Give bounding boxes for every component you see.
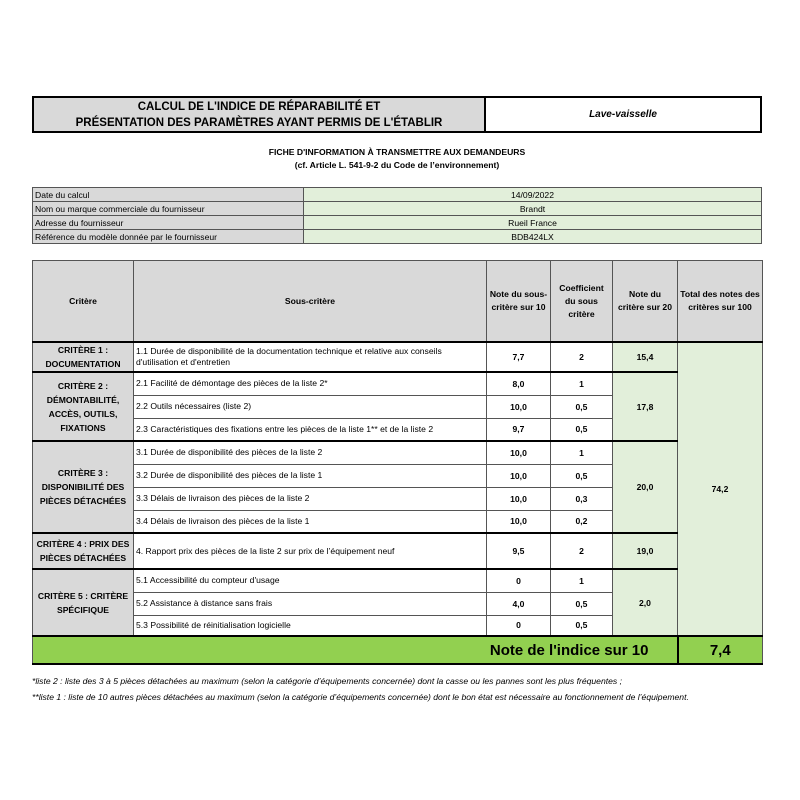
subcriterion-note: 8,0: [487, 372, 551, 395]
criterion-4: CRITÈRE 4 : PRIX DES PIÈCES DÉTACHÉES: [33, 533, 134, 569]
subcriterion-label: 2.1 Facilité de démontage des pièces de la liste 2*: [134, 372, 487, 395]
subcriterion-note: 4,0: [487, 592, 551, 615]
table-row: [33, 441, 763, 464]
info-label: Date du calcul: [33, 188, 304, 202]
subcriterion-note: 9,7: [487, 418, 551, 441]
info-row: [33, 216, 762, 230]
final-score-label: Note de l'indice sur 10: [33, 636, 678, 664]
subcriterion-note: 9,5: [487, 533, 551, 569]
subcriterion-coef: 0,5: [551, 418, 613, 441]
criterion-1: CRITÈRE 1 : DOCUMENTATION: [33, 342, 134, 372]
info-label: Référence du modèle donnée par le fournisseur: [33, 230, 304, 244]
col-note20: Note du critère sur 20: [613, 261, 678, 343]
subcriterion-note: 10,0: [487, 464, 551, 487]
final-score-value: 7,4: [678, 636, 763, 664]
table-row: [33, 372, 763, 395]
subcriterion-label: 3.2 Durée de disponibilité des pièces de la liste 1: [134, 464, 487, 487]
subcriterion-coef: 0,2: [551, 510, 613, 533]
form-subtitle: [32, 146, 762, 172]
info-row: [33, 188, 762, 202]
subcriterion-label: 2.2 Outils nécessaires (liste 2): [134, 395, 487, 418]
info-value: BDB424LX: [304, 230, 762, 244]
info-label: Adresse du fournisseur: [33, 216, 304, 230]
info-value: Brandt: [304, 202, 762, 216]
report-title: [32, 96, 486, 133]
criterion-5: CRITÈRE 5 : CRITÈRE SPÉCIFIQUE: [33, 569, 134, 636]
subcriterion-note: 10,0: [487, 510, 551, 533]
criterion-3: CRITÈRE 3 : DISPONIBILITÉ DES PIÈCES DÉTACHÉES: [33, 441, 134, 533]
total-score: 74,2: [678, 342, 763, 636]
subcriterion-note: 0: [487, 615, 551, 636]
table-row: [33, 569, 763, 592]
criterion-score: 2,0: [613, 569, 678, 636]
footnote-list2: *liste 2 : liste des 3 à 5 pièces détachées au maximum (selon la catégorie d’équipements concernée) dont la casse ou les pannes sont les plus fréquentes ;: [32, 676, 622, 686]
subcriterion-label: 1.1 Durée de disponibilité de la documentation technique et relative aux conseils d'utilisation et d'entretien: [134, 342, 487, 372]
col-coef: Coefficient du sous critère: [551, 261, 613, 343]
subcriterion-coef: 1: [551, 372, 613, 395]
subcriterion-label: 5.3 Possibilité de réinitialisation logicielle: [134, 615, 487, 636]
col-subcriterion: Sous-critère: [134, 261, 487, 343]
subcriterion-coef: 0,3: [551, 487, 613, 510]
table-header-row: [33, 261, 763, 343]
criterion-score: 19,0: [613, 533, 678, 569]
criterion-score: 15,4: [613, 342, 678, 372]
subcriterion-coef: 0,5: [551, 464, 613, 487]
col-criterion: Critère: [33, 261, 134, 343]
criterion-2: CRITÈRE 2 : DÉMONTABILITÉ, ACCÈS, OUTILS, FIXATIONS: [33, 372, 134, 441]
subcriterion-note: 7,7: [487, 342, 551, 372]
criterion-score: 17,8: [613, 372, 678, 441]
info-value: Rueil France: [304, 216, 762, 230]
subcriterion-coef: 2: [551, 533, 613, 569]
subcriterion-note: 10,0: [487, 441, 551, 464]
subcriterion-label: 2.3 Caractéristiques des fixations entre les pièces de la liste 1** et de la liste 2: [134, 418, 487, 441]
final-score-row: [33, 636, 763, 664]
subcriterion-coef: 0,5: [551, 615, 613, 636]
report-title-line1: CALCUL DE L'INDICE DE RÉPARABILITÉ ET: [137, 100, 381, 113]
subcriterion-label: 5.1 Accessibilité du compteur d'usage: [134, 569, 487, 592]
subcriterion-label: 3.4 Délais de livraison des pièces de la liste 1: [134, 510, 487, 533]
subtitle-line2: (cf. Article L. 541-9-2 du Code de l’environnement): [294, 160, 500, 170]
supplier-info-table: [32, 187, 762, 244]
footnote-list1: **liste 1 : liste de 10 autres pièces détachées au maximum (selon la catégorie d’équipements concernée) dont le bon état est nécessaire au fonctionnement de l’équipement.: [32, 692, 689, 702]
subcriterion-coef: 0,5: [551, 592, 613, 615]
subcriterion-coef: 2: [551, 342, 613, 372]
col-total: Total des notes des critères sur 100: [678, 261, 763, 343]
col-note10: Note du sous-critère sur 10: [487, 261, 551, 343]
info-value: 14/09/2022: [304, 188, 762, 202]
criterion-score: 20,0: [613, 441, 678, 533]
footnotes: [32, 673, 762, 705]
subtitle-line1: FICHE D'INFORMATION À TRANSMETTRE AUX DEMANDEURS: [268, 147, 526, 157]
table-row: [33, 533, 763, 569]
subcriterion-label: 5.2 Assistance à distance sans frais: [134, 592, 487, 615]
subcriterion-note: 10,0: [487, 395, 551, 418]
table-row: [33, 342, 763, 372]
subcriterion-coef: 1: [551, 441, 613, 464]
info-label: Nom ou marque commerciale du fournisseur: [33, 202, 304, 216]
info-row: [33, 202, 762, 216]
subcriterion-note: 10,0: [487, 487, 551, 510]
subcriterion-coef: 0,5: [551, 395, 613, 418]
repairability-table: [32, 260, 763, 665]
subcriterion-label: 4. Rapport prix des pièces de la liste 2 sur prix de l’équipement neuf: [134, 533, 487, 569]
info-row: [33, 230, 762, 244]
subcriterion-label: 3.1 Durée de disponibilité des pièces de la liste 2: [134, 441, 487, 464]
subcriterion-coef: 1: [551, 569, 613, 592]
subcriterion-label: 3.3 Délais de livraison des pièces de la liste 2: [134, 487, 487, 510]
report-title-line2: PRÉSENTATION DES PARAMÈTRES AYANT PERMIS DE L'ÉTABLIR: [75, 116, 443, 129]
product-type: Lave-vaisselle: [486, 96, 762, 133]
subcriterion-note: 0: [487, 569, 551, 592]
